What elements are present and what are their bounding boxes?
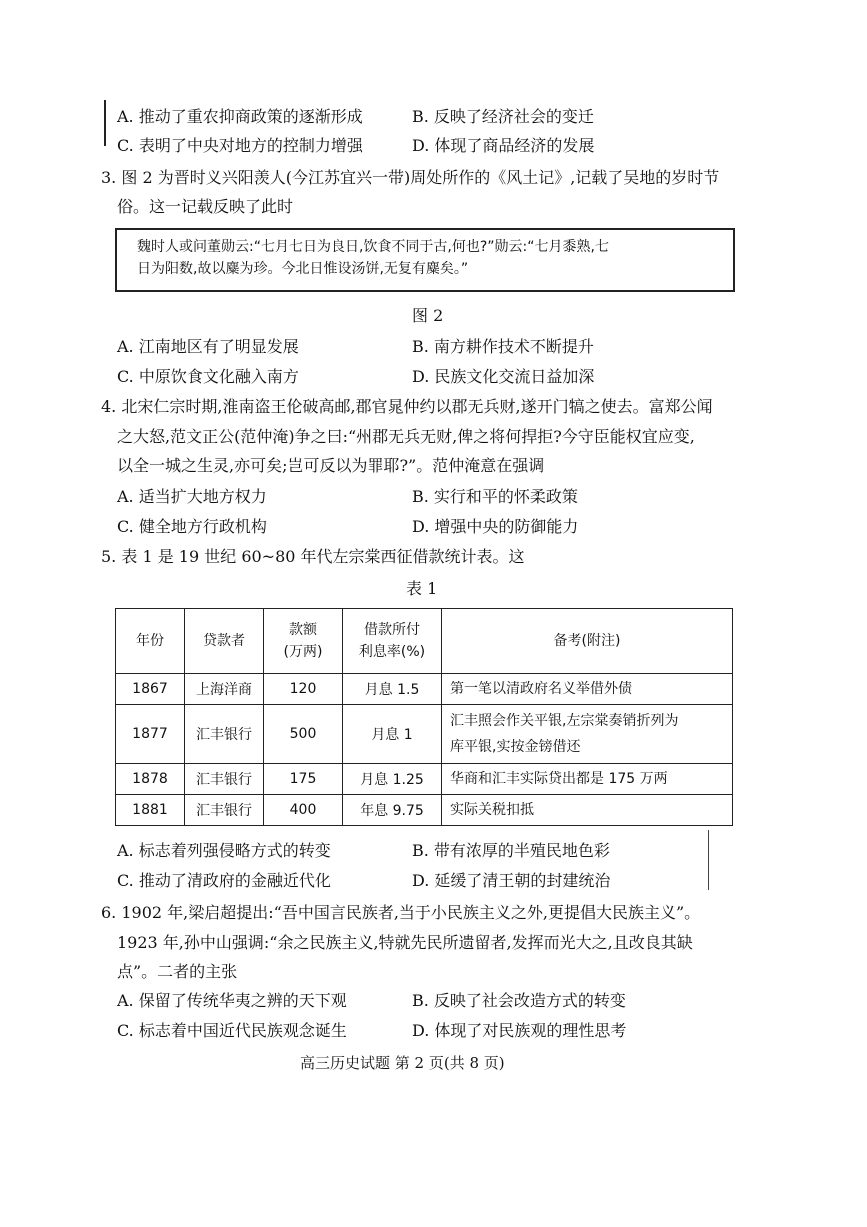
table-row [116, 795, 733, 826]
cell-note-line1: 汇丰照会作关平银,左宗棠奏销折列为 [450, 713, 679, 729]
q5-option-d: D. 延缓了清王朝的封建统治 [412, 871, 611, 890]
header-amount-line1: 款额 [289, 622, 317, 638]
q3-stem-line2: 俗。这一记载反映了此时 [117, 197, 294, 216]
q5-loan-table [115, 608, 733, 826]
cell-amount: 400 [264, 795, 343, 826]
table-row [116, 705, 733, 764]
cell-note: 实际关税扣抵 [442, 795, 733, 826]
header-note: 备考(附注) [442, 609, 733, 674]
table-row [116, 674, 733, 705]
q4-option-c: C. 健全地方行政机构 [117, 517, 267, 536]
q2-option-c: C. 表明了中央对地方的控制力增强 [117, 136, 363, 155]
cell-lender: 汇丰银行 [185, 795, 264, 826]
q5-stem: 5. 表 1 是 19 世纪 60~80 年代左宗棠西征借款统计表。这 [101, 547, 525, 566]
table-row [116, 764, 733, 795]
q3-quote-line2: 日为阳数,故以麋为珍。今北日惟设汤饼,无复有麋矣。” [137, 261, 469, 277]
q6-option-a: A. 保留了传统华夷之辨的天下观 [117, 991, 347, 1010]
q6-option-b: B. 反映了社会改造方式的转变 [412, 991, 626, 1010]
q3-option-a: A. 江南地区有了明显发展 [117, 337, 299, 356]
cell-amount: 500 [264, 705, 343, 764]
q3-figure-caption: 图 2 [412, 306, 444, 325]
cell-note [442, 705, 733, 764]
q6-stem-line1: 6. 1902 年,梁启超提出:“吾中国言民族者,当于小民族主义之外,更提倡大民族主义”。 [101, 903, 701, 922]
q4-option-d: D. 增强中央的防御能力 [412, 517, 579, 536]
cell-year: 1878 [116, 764, 185, 795]
cell-amount: 175 [264, 764, 343, 795]
q5-table-caption: 表 1 [406, 579, 438, 598]
cell-year: 1881 [116, 795, 185, 826]
scan-artifact-line [708, 830, 709, 890]
cell-year: 1877 [116, 705, 185, 764]
q4-stem-line2: 之大怒,范文正公(范仲淹)争之曰:“州郡无兵无财,俾之将何捍拒?今守臣能权宜应变, [117, 427, 695, 446]
header-amount [264, 609, 343, 674]
q6-stem-line2: 1923 年,孙中山强调:“余之民族主义,特就先民所遗留者,发挥而光大之,且改良其缺 [117, 933, 693, 952]
q3-option-b: B. 南方耕作技术不断提升 [412, 337, 594, 356]
table-header-row [116, 609, 733, 674]
cell-rate: 月息 1.5 [343, 674, 442, 705]
cell-rate: 月息 1 [343, 705, 442, 764]
q4-stem-line3: 以全一城之生灵,亦可矣;岂可反以为罪耶?”。范仲淹意在强调 [117, 456, 545, 475]
q2-option-b: B. 反映了经济社会的变迁 [412, 107, 594, 126]
cell-note-line2: 库平银,实按金镑借还 [450, 739, 581, 755]
q6-option-c: C. 标志着中国近代民族观念诞生 [117, 1021, 347, 1040]
q6-stem-line3: 点”。二者的主张 [117, 962, 238, 981]
cell-note: 华商和汇丰实际贷出都是 175 万两 [442, 764, 733, 795]
header-rate-line1: 借款所付 [364, 622, 420, 638]
q3-quote-box [115, 228, 735, 292]
q2-option-d: D. 体现了商品经济的发展 [412, 136, 595, 155]
cell-lender: 汇丰银行 [185, 705, 264, 764]
margin-rule [104, 100, 106, 146]
q5-option-a: A. 标志着列强侵略方式的转变 [117, 841, 331, 860]
cell-rate: 年息 9.75 [343, 795, 442, 826]
q3-quote-line1: 魏时人或问董勋云:“七月七日为良日,饮食不同于古,何也?”勋云:“七月黍熟,七 [137, 239, 609, 255]
q3-option-d: D. 民族文化交流日益加深 [412, 367, 595, 386]
q5-option-b: B. 带有浓厚的半殖民地色彩 [412, 841, 610, 860]
cell-rate: 月息 1.25 [343, 764, 442, 795]
header-rate-line2: 利息率(%) [358, 644, 426, 660]
header-lender: 贷款者 [185, 609, 264, 674]
cell-amount: 120 [264, 674, 343, 705]
q4-option-a: A. 适当扩大地方权力 [117, 487, 267, 506]
q3-stem-line1: 3. 图 2 为晋时义兴阳羡人(今江苏宜兴一带)周处所作的《风土记》,记载了吴地的岁时节 [101, 168, 720, 187]
cell-note: 第一笔以清政府名义举借外债 [442, 674, 733, 705]
header-rate [343, 609, 442, 674]
q4-stem-line1: 4. 北宋仁宗时期,淮南盗王伦破高邮,郡官晁仲约以郡无兵财,遂开门犒之使去。富郑公闻 [101, 397, 713, 416]
q5-option-c: C. 推动了清政府的金融近代化 [117, 871, 331, 890]
page-footer: 高三历史试题 第 2 页(共 8 页) [300, 1054, 505, 1072]
q3-option-c: C. 中原饮食文化融入南方 [117, 367, 299, 386]
cell-lender: 汇丰银行 [185, 764, 264, 795]
q4-option-b: B. 实行和平的怀柔政策 [412, 487, 578, 506]
header-amount-line2: (万两) [283, 644, 323, 660]
q6-option-d: D. 体现了对民族观的理性思考 [412, 1021, 627, 1040]
cell-year: 1867 [116, 674, 185, 705]
q2-option-a: A. 推动了重农抑商政策的逐渐形成 [117, 107, 363, 126]
header-year: 年份 [116, 609, 185, 674]
cell-lender: 上海洋商 [185, 674, 264, 705]
